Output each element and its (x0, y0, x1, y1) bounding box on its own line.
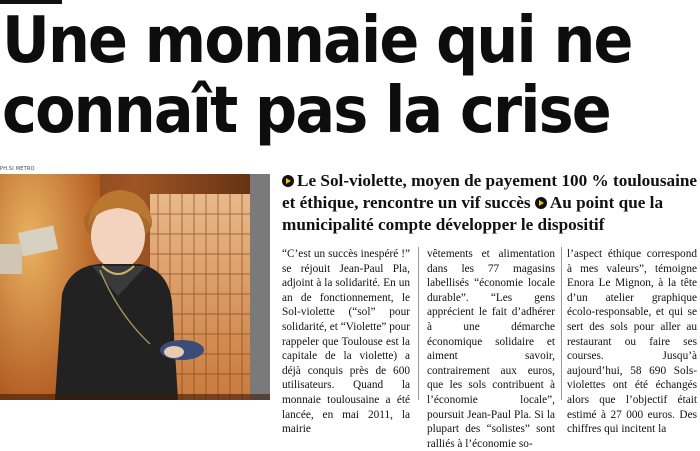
standfirst (282, 170, 700, 236)
headline-line-2: connaît pas la crise (2, 74, 610, 148)
body-column-3: l’aspect éthique correspond à mes valeurs”, témoigne Enora Le Mignon, à la tête d’un atelier graphique écolo-responsable, et qui se sert des sols pour aller au restaurant ou faire ses courses. Jusqu’à aujourd’hui, 58 690 Sols-violettes ont été échangés alors que l’objectif était estimé à 27 000 euros. Des chiffres qui incitent la (567, 248, 697, 436)
photo-credit: PH.SI METRO (0, 166, 35, 172)
article-body (282, 247, 700, 450)
arrow-bullet-icon (535, 197, 547, 209)
standfirst-text-2: Au point que la municipalité compte développer le dispositif (282, 193, 664, 234)
standfirst-text-1: Le Sol-violette, moyen de payement 100 % toulousaine et éthique, rencontre un vif succès (282, 171, 698, 212)
body-column-2: vêtements et alimentation dans les 77 magasins labellisés “économie locale durable”. “Les gens apprécient le fait d’adhérer à une démarche économique solidaire et aiment savoir, contrairement aux euros, que les sols contribuent à l’économie locale”, poursuit Jean-Paul Pla. Si la plupart des “solistes” sont ralliés à l’économie so- (427, 248, 555, 450)
body-column-1: “C’est un succès inespéré !” se réjouit Jean-Paul Pla, adjoint à la solidarité. En un an de fonctionnement, le Sol-violette (“sol” pour solidarité, et “Violette” pour rappeler que Toulouse est la capitale de la violette) a déjà conquis près de 600 utilisateurs. Quand la monnaie toulousaine a été lancée, en mai 2011, la mairie (282, 248, 410, 436)
article-photo (0, 174, 270, 400)
headline (2, 6, 642, 146)
arrow-bullet-icon (282, 175, 294, 187)
photo-illustration (0, 174, 270, 400)
headline-line-1: Une monnaie qui ne (2, 4, 632, 78)
